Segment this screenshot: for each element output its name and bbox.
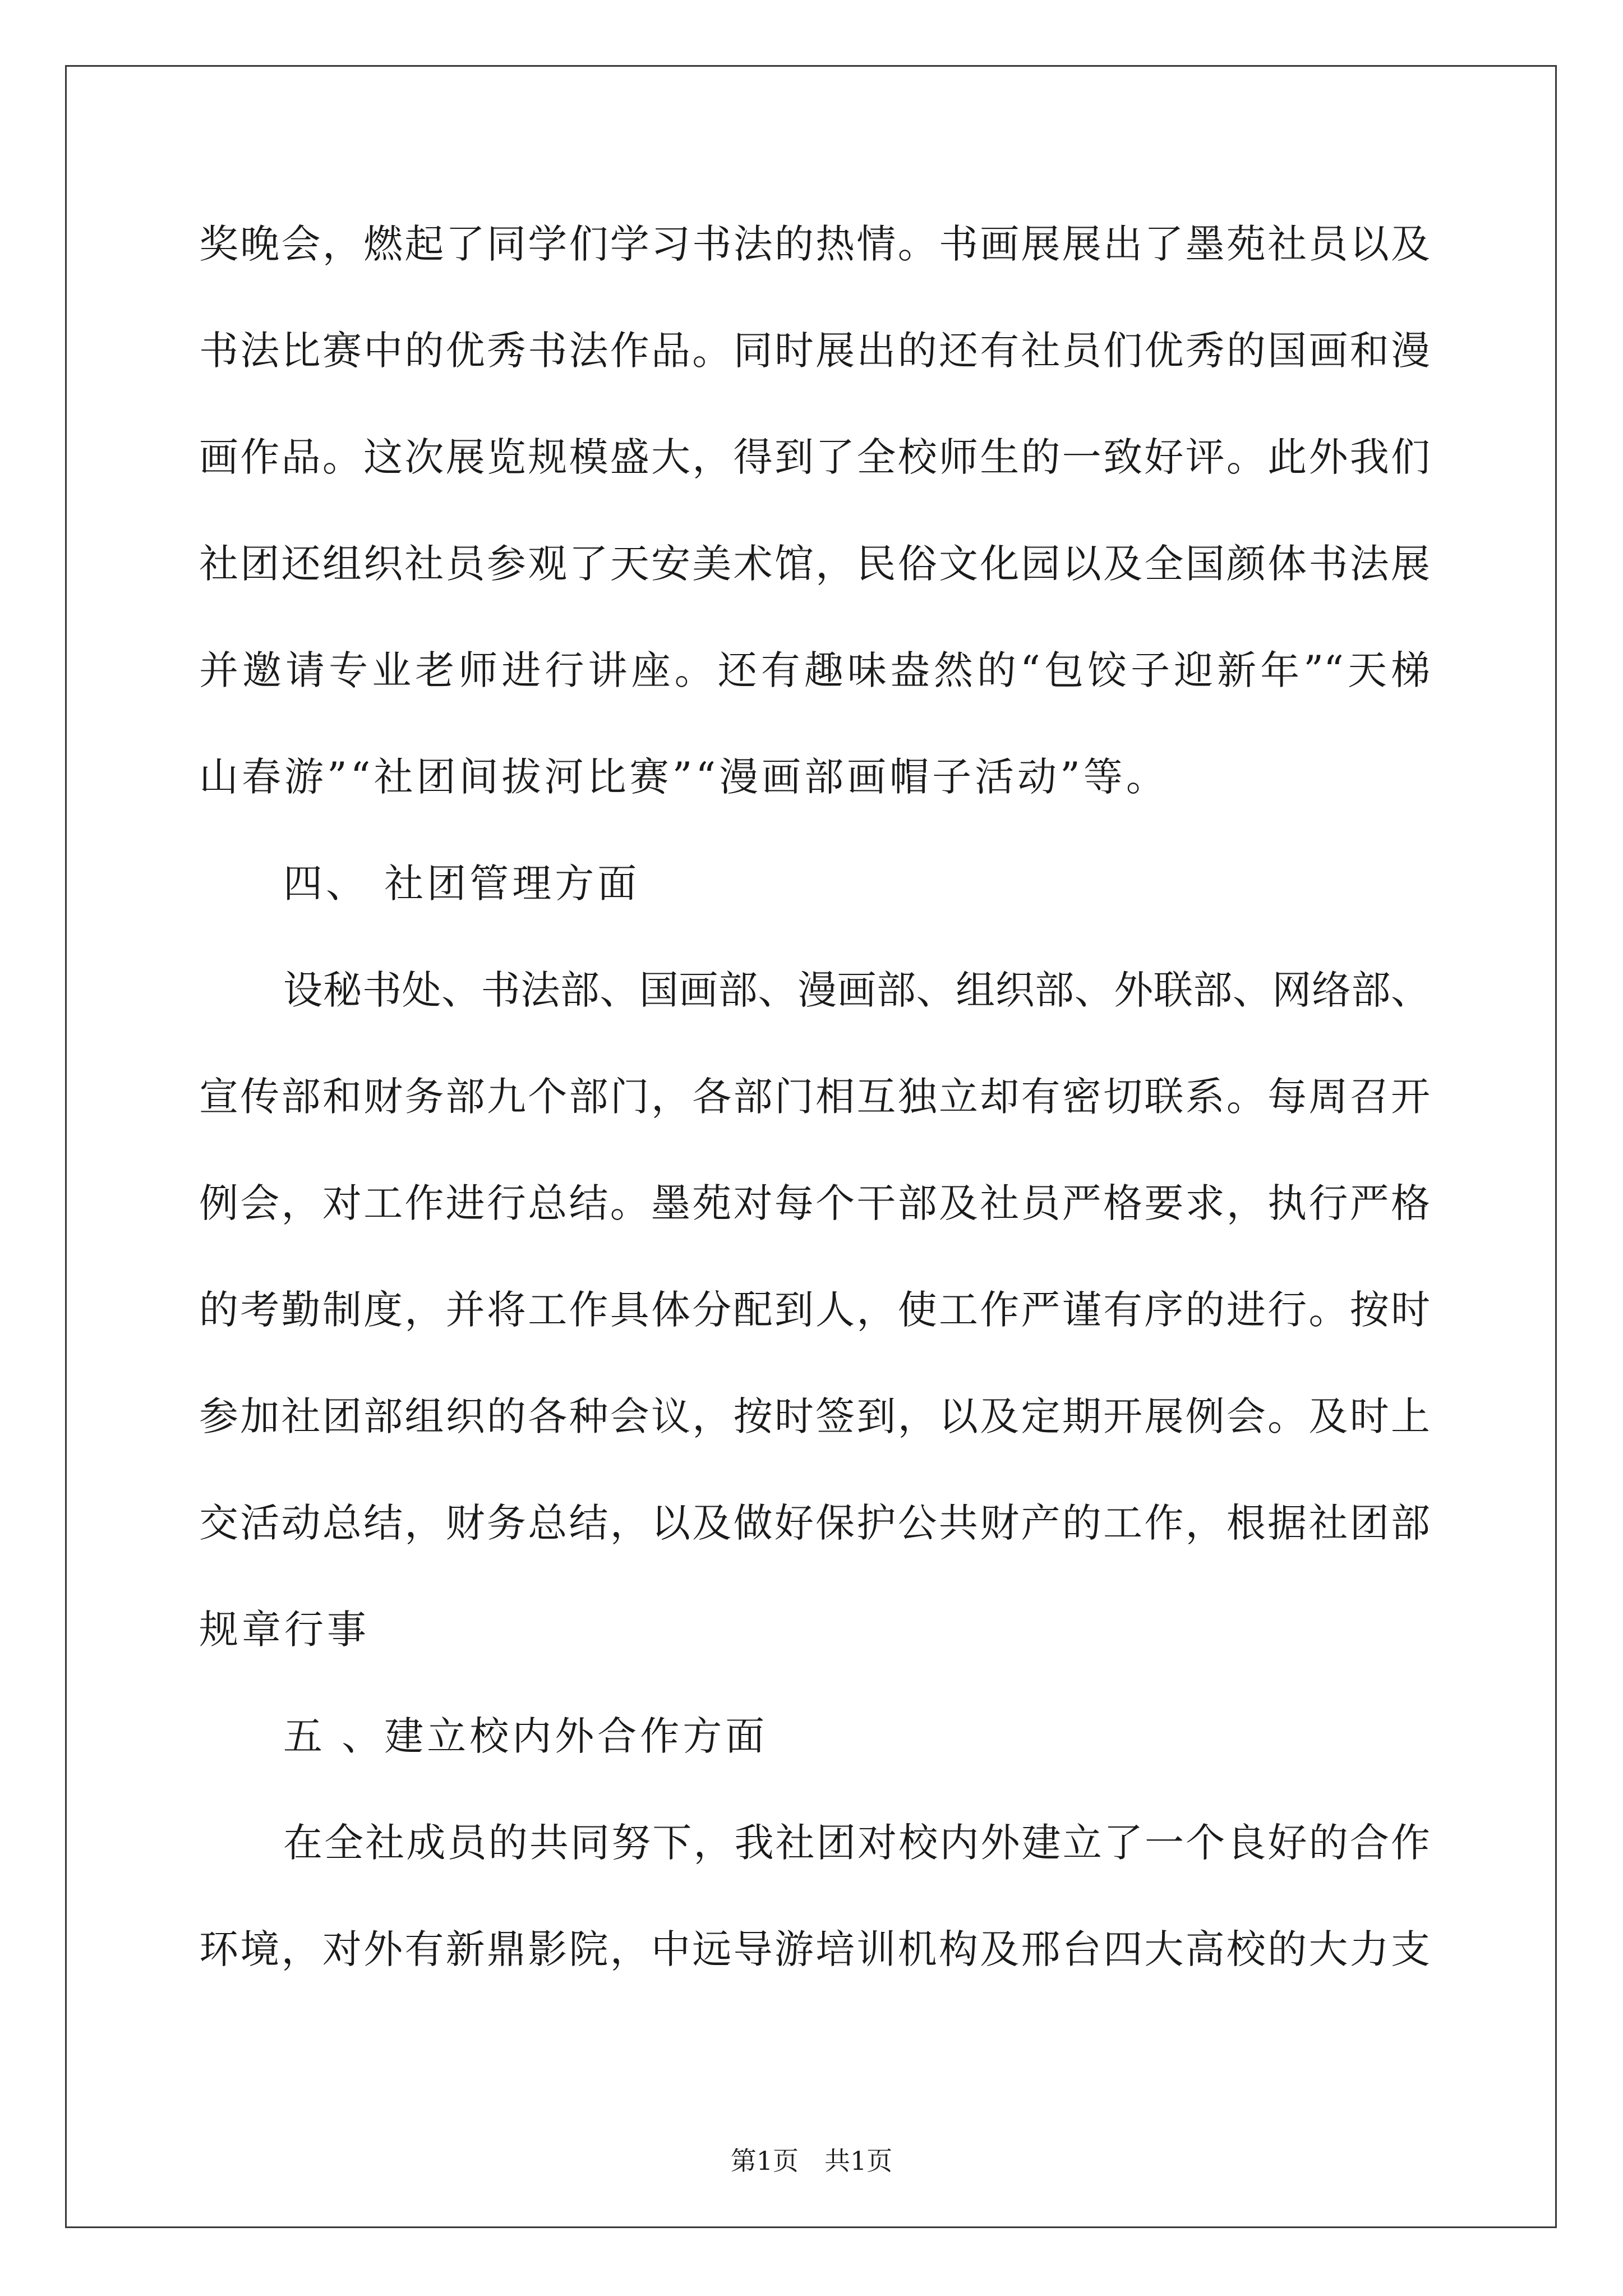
text-line: 在全社成员的共同努下，我社团对校内外建立了一个良好的合作 (283, 1820, 1430, 1866)
text-line: 的考勤制度，并将工作具体分配到人，使工作严谨有序的进行。按时 (199, 1287, 1430, 1333)
document-body (199, 212, 1430, 2024)
text-line: 宣传部和财务部九个部门，各部门相互独立却有密切联系。每周召开 (199, 1074, 1430, 1120)
text-line: 并邀请专业老师进行讲座。还有趣味盎然的“包饺子迎新年”“天梯 (199, 647, 1430, 693)
text-line: 社团还组织社员参观了天安美术馆，民俗文化园以及全国颜体书法展 (199, 541, 1430, 587)
text-line: 环境，对外有新鼎影院，中远导游培训机构及邢台四大高校的大力支 (199, 1926, 1430, 1972)
section-heading-5: 五 、建立校内外合作方面 (283, 1713, 768, 1759)
text-line: 参加社团部组织的各种会议，按时签到，以及定期开展例会。及时上 (199, 1393, 1430, 1439)
text-line: 奖晚会，燃起了同学们学习书法的热情。书画展展出了墨苑社员以及 (199, 221, 1430, 267)
text-line: 山春游”“社团间拔河比赛”“漫画部画帽子活动”等。 (199, 754, 1169, 800)
section-heading-4: 四、 社团管理方面 (283, 861, 640, 907)
text-line: 画作品。这次展览规模盛大，得到了全校师生的一致好评。此外我们 (199, 434, 1430, 480)
text-line: 交活动总结，财务总结，以及做好保护公共财产的工作，根据社团部 (199, 1500, 1430, 1546)
text-line: 书法比赛中的优秀书法作品。同时展出的还有社员们优秀的国画和漫 (199, 328, 1430, 374)
text-line: 设秘书处、书法部、国画部、漫画部、组织部、外联部、网络部、 (283, 967, 1430, 1013)
text-line: 规章行事 (199, 1607, 370, 1653)
text-line: 例会，对工作进行总结。墨苑对每个干部及社员严格要求，执行严格 (199, 1180, 1430, 1226)
page-number-footer: 第1页 共1页 (730, 2146, 893, 2176)
